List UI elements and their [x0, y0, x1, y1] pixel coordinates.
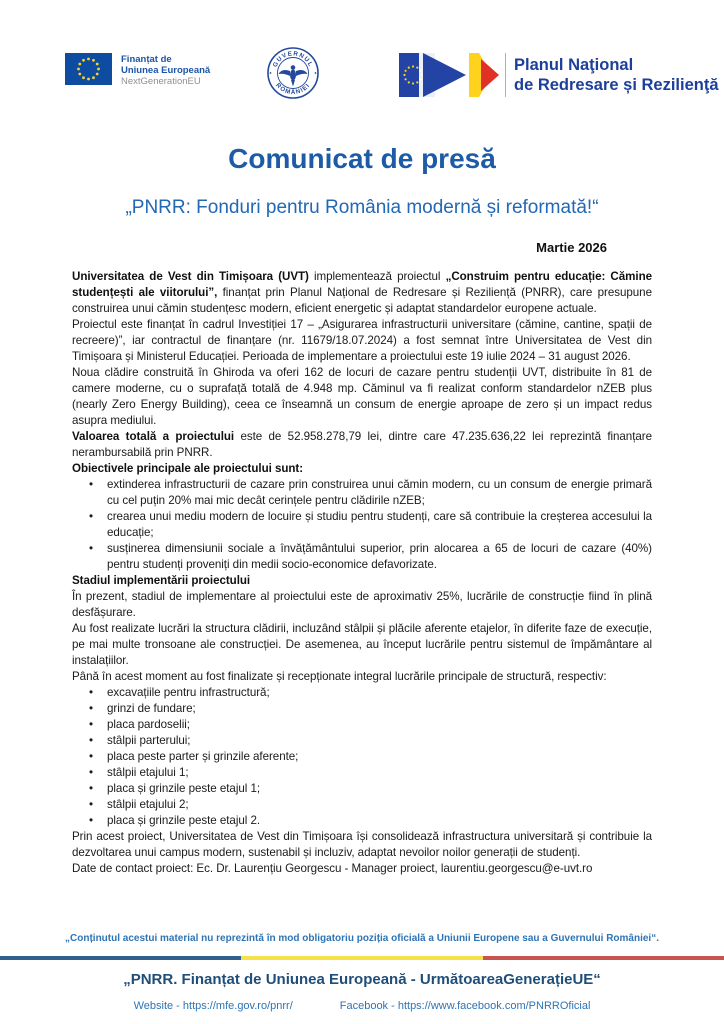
eu-flag-icon: [65, 53, 112, 85]
disclaimer: „Conținutul acestui material nu reprezintă în mod obligatoriu poziția oficială a Uniunii Europene sau a Guvernului României“.: [65, 933, 659, 944]
footer-links: [0, 1000, 724, 1012]
pnrr-logo-separator: [505, 53, 506, 97]
list-item: • stâlpii etajului 2;: [89, 798, 189, 811]
website-link[interactable]: Website - https://mfe.gov.ro/pnrr/: [133, 1000, 293, 1012]
nextgeneu-label: NextGenerationEU: [121, 76, 201, 87]
stripe-red: [483, 956, 724, 960]
pnrr-mark-icon: [399, 53, 499, 97]
list-item: • placa peste parter și grinzile aferente;: [89, 750, 299, 763]
list-item: • extinderea infrastructurii de cazare prin construirea unui cămin modern, cu un consum de energie primară cu cel puțin 20% mai mic decât cerințele pentru clădirile nZEB;: [89, 478, 652, 507]
pnrr-logo-title: [514, 55, 719, 95]
paragraph-funding: Proiectul este finanțat în cadrul Investiției 17 – „Asigurarea infrastructurii universitare (cămine, cantine, spații de recreere)”, iar contractul de finanțare (nr. 11679/18.07.2024) a fost semnat între Universitatea de Vest din Timișoara și Ministerul Educației. Perioada de implementare a proiectului este 19 iulie 2024 – 31 august 2026.: [72, 318, 652, 363]
eu-funded-logo: [65, 53, 210, 87]
gov-seal-eagle: [279, 65, 308, 86]
pnrr-logo-line2: de Redresare și Rezilienţă: [514, 76, 719, 94]
facebook-link[interactable]: Facebook - https://www.facebook.com/PNRROficial: [339, 1000, 591, 1012]
eu-funded-line1: Finanțat de: [121, 54, 172, 65]
footer-slogan: „PNRR. Finanțat de Uniunea Europeană - UrmătoareaGenerațieUE“: [123, 971, 601, 988]
stripe-blue: [0, 956, 241, 960]
bullet-icon: •: [89, 510, 94, 523]
project-name: „Construim pentru educație: Cămine studențești ale viitorului”,: [72, 270, 653, 299]
objectives-list: [72, 477, 652, 573]
bullet-icon: •: [89, 686, 94, 699]
bullet-icon: •: [89, 702, 94, 715]
list-item: • susținerea dimensiunii sociale a învățământului superior, prin alocarea a 65 de locuri de cazare (40%) pentru studenți proveniți din medii socio-economice defavorizate.: [89, 542, 652, 571]
page-title: Comunicat de presă: [228, 143, 496, 174]
list-item: • crearea unui mediu modern de locuire și studiu pentru studenți, care să contribuie la creșterea accesului la educație;: [89, 510, 652, 539]
gov-seal-text-bottom: ROMÂNIEI: [274, 81, 312, 97]
eu-funded-label: [121, 53, 210, 87]
bullet-icon: •: [89, 798, 94, 811]
paragraph-building: Noua clădire construită în Ghiroda va oferi 162 de locuri de cazare pentru studenții UVT, distribuite în 81 de camere moderne, cu o suprafață totală de 4.948 mp. Căminul va fi realizat conform standardelor nZEB plus (nearly Zero Energy Building), ceea ce înseamnă un consum de energie aproape de zero și un impact redus asupra mediului.: [72, 366, 652, 427]
bullet-icon: •: [89, 478, 94, 491]
subtitle: „PNRR: Fonduri pentru România modernă și reformată!“: [125, 197, 599, 218]
value-label: Valoarea totală a proiectului: [72, 430, 235, 443]
paragraph-value: Valoarea totală a proiectului este de 52.958.278,79 lei, dintre care 47.235.636,22 lei reprezintă finanțare nerambursabilă prin PNRR.: [72, 430, 652, 459]
pnrr-logo: [399, 53, 719, 97]
bullet-icon: •: [89, 814, 94, 827]
bullet-icon: •: [89, 718, 94, 731]
list-item: • grinzi de fundare;: [89, 702, 196, 715]
paragraph-intro: Universitatea de Vest din Timișoara (UVT) implementează proiectul „Construim pentru educație: Cămine studențești ale viitorului”, finanțat prin Planul Național de Redresare și Reziliență (PNRR), care presupune construirea unui cămin studențesc modern, eficient energetic și adaptat standardelor europene actuale.: [72, 270, 653, 315]
bullet-icon: •: [89, 542, 94, 555]
list-item: • stâlpii parterului;: [89, 734, 191, 747]
list-item: • placa și grinzile peste etajul 1;: [89, 782, 261, 795]
list-item: • excavațiile pentru infrastructură;: [89, 686, 270, 699]
pnrr-logo-line1: Planul Naţional: [514, 56, 634, 74]
header: [0, 45, 724, 107]
objectives-heading: Obiectivele principale ale proiectului sunt:: [72, 462, 304, 475]
stage-heading: Stadiul implementării proiectului: [72, 574, 251, 587]
bullet-icon: •: [89, 782, 94, 795]
list-item: • placa și grinzile peste etajul 2.: [89, 814, 261, 827]
works-list: [72, 685, 652, 829]
list-item: • stâlpii etajului 1;: [89, 766, 189, 779]
paragraph-stage: În prezent, stadiul de implementare al proiectului este de aproximativ 25%, lucrările de construcție fiind în plină desfășurare.: [72, 590, 652, 619]
bullet-icon: •: [89, 734, 94, 747]
body-text: [72, 269, 652, 877]
stripe-yellow: [241, 956, 482, 960]
gov-seal-text-top: GUVERNUL: [271, 50, 315, 69]
date: Martie 2026: [536, 240, 607, 255]
paragraph-contact: Date de contact proiect: Ec. Dr. Laurențiu Georgescu - Manager proiect, laurentiu.georgescu@e-uvt.ro: [72, 862, 593, 875]
list-item: • placa pardoselii;: [89, 718, 190, 731]
tricolor-stripe: [0, 956, 724, 960]
bullet-icon: •: [89, 766, 94, 779]
org-name: Universitatea de Vest din Timișoara (UVT): [72, 270, 309, 283]
bullet-icon: •: [89, 750, 94, 763]
gov-seal-icon: [267, 47, 319, 99]
eu-funded-line2: Uniunea Europeană: [121, 65, 211, 76]
paragraph-conclusion: Prin acest proiect, Universitatea de Vest din Timișoara își consolidează infrastructura universitară și contribuie la dezvoltarea unui campus modern, sustenabil și incluziv, adaptat nevoilor noilor generații de studenți.: [72, 830, 652, 859]
paragraph-finished-intro: Până în acest moment au fost finalizate și recepționate integral lucrările principale de structură, respectiv:: [72, 670, 607, 683]
paragraph-works: Au fost realizate lucrări la structura clădirii, incluzând stâlpii și plăcile aferente etajelor, în diferite faze de execuție, pe mai multe tronsoane ale construcției. De asemenea, au început lucrările pentru sistemul de împământare al instalațiilor.: [72, 622, 652, 667]
